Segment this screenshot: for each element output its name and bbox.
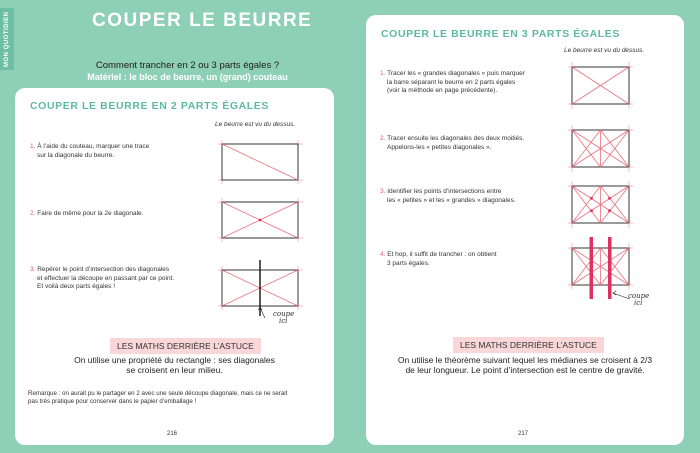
step-text: Et voilà deux parts égales ! (37, 283, 116, 290)
step-text: Appelons-les « petites diagonales ». (387, 143, 492, 151)
step-text: et effectuer la découpe en passant par ce point. (37, 274, 175, 282)
caption: Le beurre est vu du dessus. (564, 47, 645, 54)
step-text: sur la diagonale du beurre. (37, 151, 115, 159)
section-title-2-parts: COUPER LE BEURRE EN 2 PARTS ÉGALES (30, 100, 269, 112)
step-number: 2. (380, 135, 386, 142)
left-card (15, 88, 334, 445)
step-1 (30, 143, 149, 160)
step-text: Tracer les « grandes diagonales » puis marquer (387, 70, 525, 77)
maths-explanation: On utilise une propriété du rectangle : ses diagonales se croisent en leur milieu. (74, 355, 275, 375)
step-text: Tracer ensuite les diagonales des deux moitiés. (387, 135, 525, 142)
step-text: À l’aide du couteau, marquer une trace (37, 143, 150, 150)
step-1 (380, 70, 525, 96)
section-title-3-parts: COUPER LE BEURRE EN 3 PARTS ÉGALES (381, 28, 620, 40)
remark: Remarque : on aurait pu le partager en 2 avec une seule découpe diagonale, mais ce ne serait pas très pratique pour conserver dans le papier d’emballage ! (28, 390, 288, 405)
butter-diagram-2 (568, 125, 633, 172)
step-text: (voir la méthode en page précédente). (387, 87, 498, 94)
step-4 (380, 251, 497, 268)
maths-badge: LES MATHS DERRIÈRE L’ASTUCE (453, 337, 604, 353)
step-number: 1. (380, 70, 386, 77)
step-text: Repérer le point d’intersection des diagonales (37, 266, 170, 273)
page-number: 216 (167, 431, 178, 437)
step-3 (30, 266, 174, 292)
step-text: Faire de même pour la 2e diagonale. (37, 210, 144, 217)
maths-explanation: On utilise le théorème suivant lequel les médianes se croisent à 2/3 de leur longueur. Le point d’intersection est le centre de gravité. (397, 355, 653, 375)
material-line: Matériel : le bloc de beurre, un (grand) couteau (87, 72, 288, 82)
question: Comment trancher en 2 ou 3 parts égales ? (95, 60, 280, 71)
page-number: 217 (518, 431, 529, 437)
step-text: la barre séparant le beurre en 2 parts égales (387, 78, 516, 86)
butter-diagram-2 (218, 198, 303, 242)
side-tab: MON QUOTIDIEN (0, 8, 14, 70)
step-number: 1. (30, 143, 36, 150)
step-text: Et hop, il suffit de trancher : on obtient (387, 251, 497, 258)
page-title: COUPER LE BEURRE (92, 10, 313, 31)
step-number: 3. (30, 266, 36, 273)
step-2 (380, 135, 524, 152)
butter-diagram-3 (568, 181, 633, 228)
butter-diagram-1 (218, 140, 303, 184)
butter-diagram-1 (568, 62, 633, 109)
caption: Le beurre est vu du dessus. (215, 121, 296, 128)
hand-note-cut-here: coupe ici (628, 292, 650, 307)
step-number: 3. (380, 188, 386, 195)
step-text: Identifier les points d’intersections entre (387, 188, 502, 195)
maths-badge: LES MATHS DERRIÈRE L’ASTUCE (110, 338, 261, 354)
step-text: 3 parts égales. (387, 259, 430, 267)
step-2 (30, 210, 143, 219)
step-3 (380, 188, 516, 205)
step-text: les « petites » et les « grandes » diagonales. (387, 196, 516, 204)
right-card (366, 15, 684, 445)
step-number: 2. (30, 210, 36, 217)
hand-note-cut-here: coupe ici (273, 310, 295, 325)
step-number: 4. (380, 251, 386, 258)
